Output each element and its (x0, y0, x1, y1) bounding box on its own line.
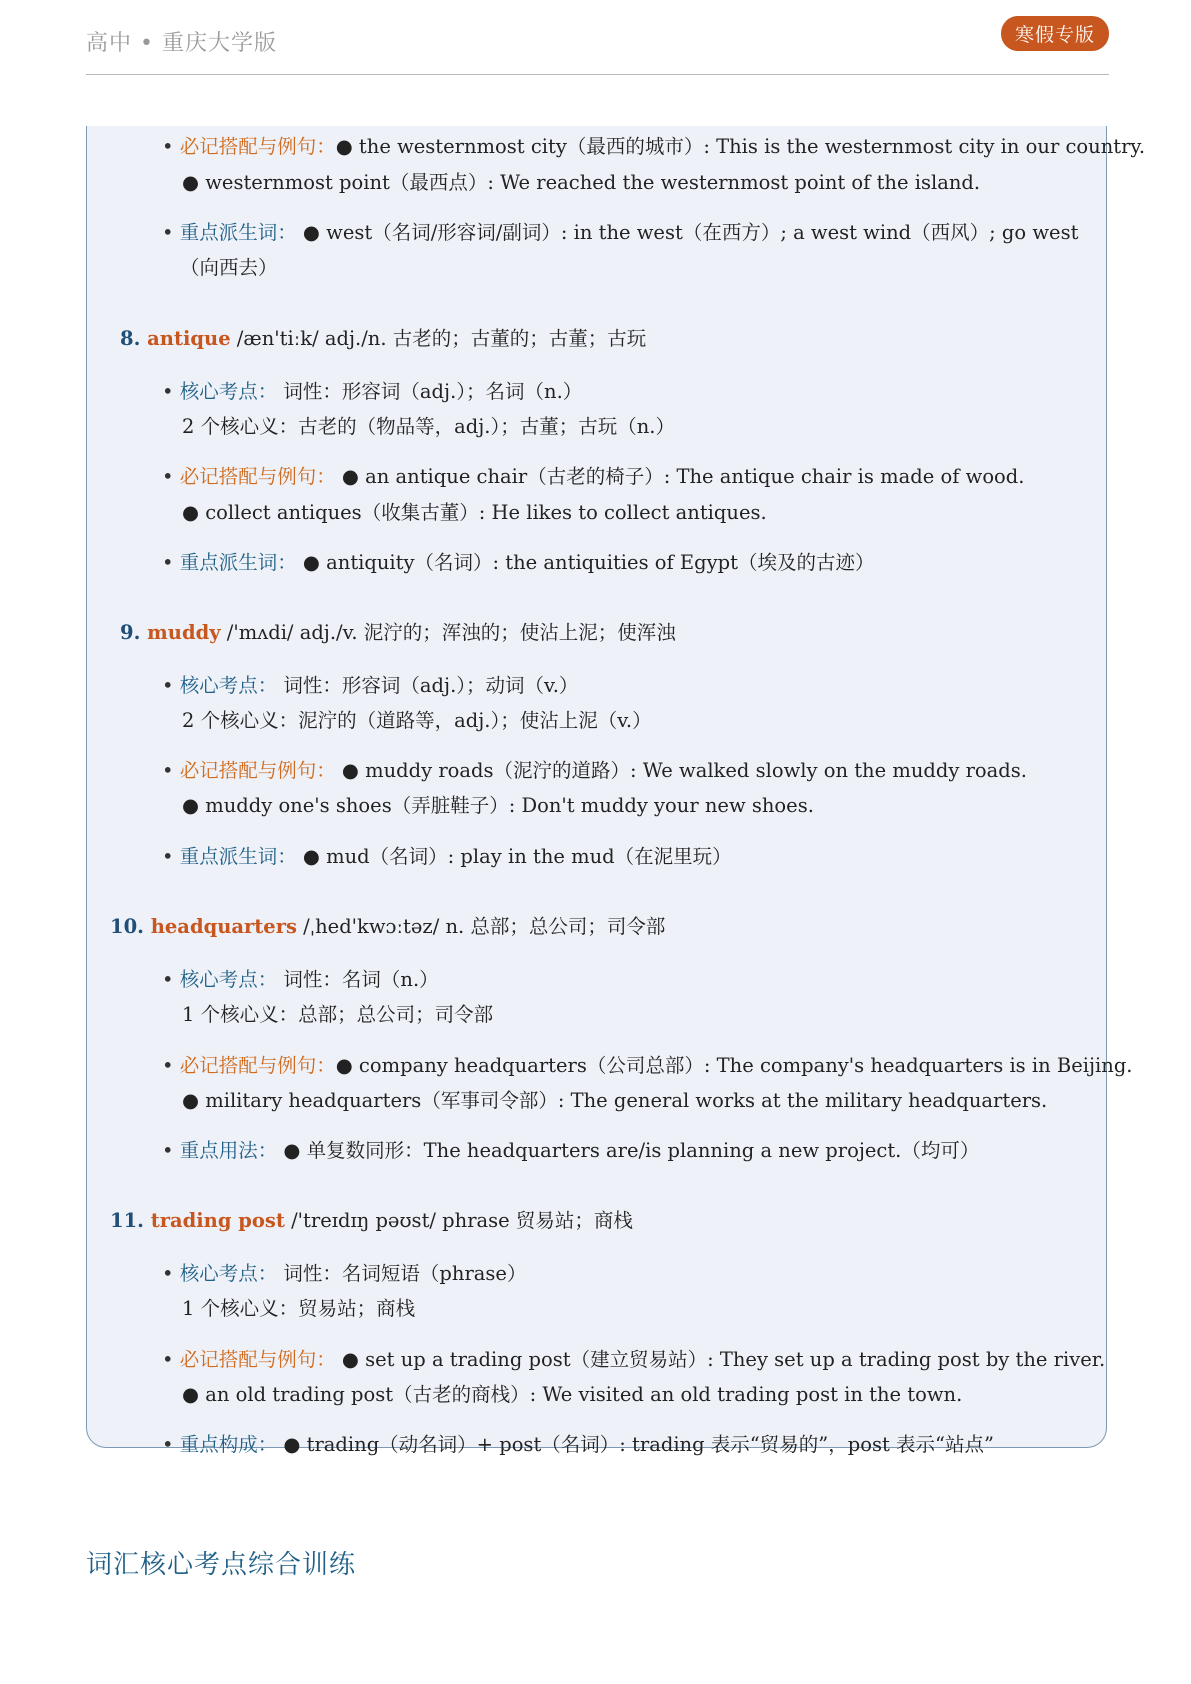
entry-text: 词性：形容词（adj.）；名词（n.） (277, 380, 583, 403)
bullet-icon: • (162, 221, 180, 244)
entry-text: ● antiquity（名词）: the antiquities of Egypt（埃及的古迹） (296, 551, 875, 574)
entry-text: ● company headquarters（公司总部）: The company's headquarters is in Beijing. (335, 1054, 1133, 1077)
entry-text: ● an old trading post（古老的商栈）: We visited an old trading post in the town. (182, 1383, 963, 1406)
entry-text: ● mud（名词）: play in the mud（在泥里玩） (296, 845, 732, 868)
entry-line (162, 844, 732, 870)
entry-line (120, 620, 676, 646)
entry-text: ● military headquarters（军事司令部）: The general works at the military headquarters. (182, 1089, 1048, 1112)
book-series-title: 高中 • 重庆大学版 (86, 31, 277, 56)
bullet-icon: • (162, 968, 180, 991)
entry-text: /æn'tiːk/ adj./n. 古老的；古董的；古董；古玩 (230, 327, 647, 350)
entry-line (182, 1382, 962, 1408)
section-label: 重点派生词： (179, 551, 297, 574)
bullet-icon: • (162, 1433, 180, 1456)
headword: muddy (147, 621, 221, 644)
bullet-icon: • (162, 1139, 180, 1162)
section-label: 重点派生词： (179, 845, 297, 868)
bullet-icon: • (162, 1348, 180, 1371)
entry-text: ● trading（动名词）+ post（名词）: trading 表示“贸易的”，post 表示“站点” (277, 1433, 994, 1456)
entry-line (182, 1296, 415, 1322)
entry-text: （向西去） (180, 256, 278, 279)
headword: headquarters (150, 915, 297, 938)
entry-line (182, 414, 675, 440)
entry-line (162, 673, 578, 699)
entry-line (162, 967, 439, 993)
page-header (86, 22, 1109, 74)
entry-line (110, 914, 665, 940)
section-label: 重点派生词： (179, 221, 297, 244)
entry-line (162, 1053, 1133, 1079)
header-divider (86, 74, 1109, 75)
entry-text: /ˌhed'kwɔːtəz/ n. 总部；总公司；司令部 (296, 915, 666, 938)
entry-line (182, 500, 767, 526)
entry-number: 9. (120, 621, 148, 644)
entry-line (162, 464, 1024, 490)
section-label: 必记搭配与例句： (179, 1348, 336, 1371)
entry-line (162, 134, 1145, 160)
entry-text: 词性：名词短语（phrase） (277, 1262, 527, 1285)
entry-text: ● an antique chair（古老的椅子）: The antique chair is made of wood. (335, 465, 1025, 488)
entry-text: ● collect antiques（收集古董）: He likes to collect antiques. (182, 501, 767, 524)
entry-text: 2 个核心义：古老的（物品等，adj.）；古董；古玩（n.） (182, 415, 675, 438)
entry-text: ● muddy roads（泥泞的道路）: We walked slowly on the muddy roads. (335, 759, 1027, 782)
entry-line (162, 1432, 994, 1458)
entry-line (182, 1088, 1047, 1114)
entry-line (162, 1347, 1105, 1373)
entry-line (162, 379, 582, 405)
bullet-icon: • (162, 1054, 180, 1077)
entry-line (182, 708, 652, 734)
entry-line (182, 1002, 493, 1028)
entry-line (120, 326, 646, 352)
entry-text: 词性：名词（n.） (277, 968, 439, 991)
headword: trading post (150, 1209, 285, 1232)
entry-line (162, 1138, 979, 1164)
entry-line (162, 1261, 526, 1287)
entry-text: 1 个核心义：总部；总公司；司令部 (182, 1003, 494, 1026)
bullet-icon: • (162, 380, 180, 403)
bullet-icon: • (162, 1262, 180, 1285)
entry-text: 2 个核心义：泥泞的（道路等，adj.）；使沾上泥（v.） (182, 709, 652, 732)
entry-text: ● 单复数同形：The headquarters are/is planning a new project.（均可） (277, 1139, 980, 1162)
bullet-icon: • (162, 551, 180, 574)
vocabulary-panel (86, 126, 1107, 1448)
bullet-icon: • (162, 674, 180, 697)
entry-text: ● muddy one's shoes（弄脏鞋子）: Don't muddy your new shoes. (182, 794, 814, 817)
section-label: 重点构成： (179, 1433, 278, 1456)
entry-line (162, 758, 1027, 784)
entry-line (182, 793, 814, 819)
section-label: 必记搭配与例句： (179, 759, 336, 782)
entry-text: 1 个核心义：贸易站；商栈 (182, 1297, 416, 1320)
bullet-icon: • (162, 135, 180, 158)
entry-line (182, 170, 980, 196)
entry-number: 8. (120, 327, 148, 350)
bullet-icon: • (162, 845, 180, 868)
entry-number: 10. (110, 915, 151, 938)
section-label: 必记搭配与例句： (179, 465, 336, 488)
section-title: 词汇核心考点综合训练 (86, 1550, 357, 1580)
entry-line (110, 1208, 633, 1234)
entry-line (180, 255, 278, 281)
section-label: 核心考点： (179, 674, 278, 697)
section-label: 必记搭配与例句： (179, 1054, 336, 1077)
bullet-icon: • (162, 759, 180, 782)
entry-text: ● west（名词/形容词/副词）: in the west（在西方）; a west wind（西风）; go west (296, 221, 1079, 244)
edition-badge: 寒假专版 (1001, 16, 1109, 51)
section-label: 重点用法： (179, 1139, 278, 1162)
entry-text: /'treɪdɪŋ pəʊst/ phrase 贸易站；商栈 (284, 1209, 633, 1232)
entry-line (162, 550, 874, 576)
entry-line (162, 220, 1078, 246)
entry-text: 词性：形容词（adj.）；动词（v.） (277, 674, 579, 697)
entry-number: 11. (110, 1209, 151, 1232)
headword: antique (147, 327, 231, 350)
section-label: 必记搭配与例句： (179, 135, 336, 158)
section-label: 核心考点： (179, 1262, 278, 1285)
entry-text: ● the westernmost city（最西的城市）: This is the westernmost city in our country. (335, 135, 1146, 158)
section-label: 核心考点： (179, 968, 278, 991)
entry-text: ● set up a trading post（建立贸易站）: They set up a trading post by the river. (335, 1348, 1106, 1371)
bullet-icon: • (162, 465, 180, 488)
entry-text: /'mʌdi/ adj./v. 泥泞的；浑浊的；使沾上泥；使浑浊 (220, 621, 676, 644)
section-label: 核心考点： (179, 380, 278, 403)
entry-text: ● westernmost point（最西点）: We reached the westernmost point of the island. (182, 171, 981, 194)
